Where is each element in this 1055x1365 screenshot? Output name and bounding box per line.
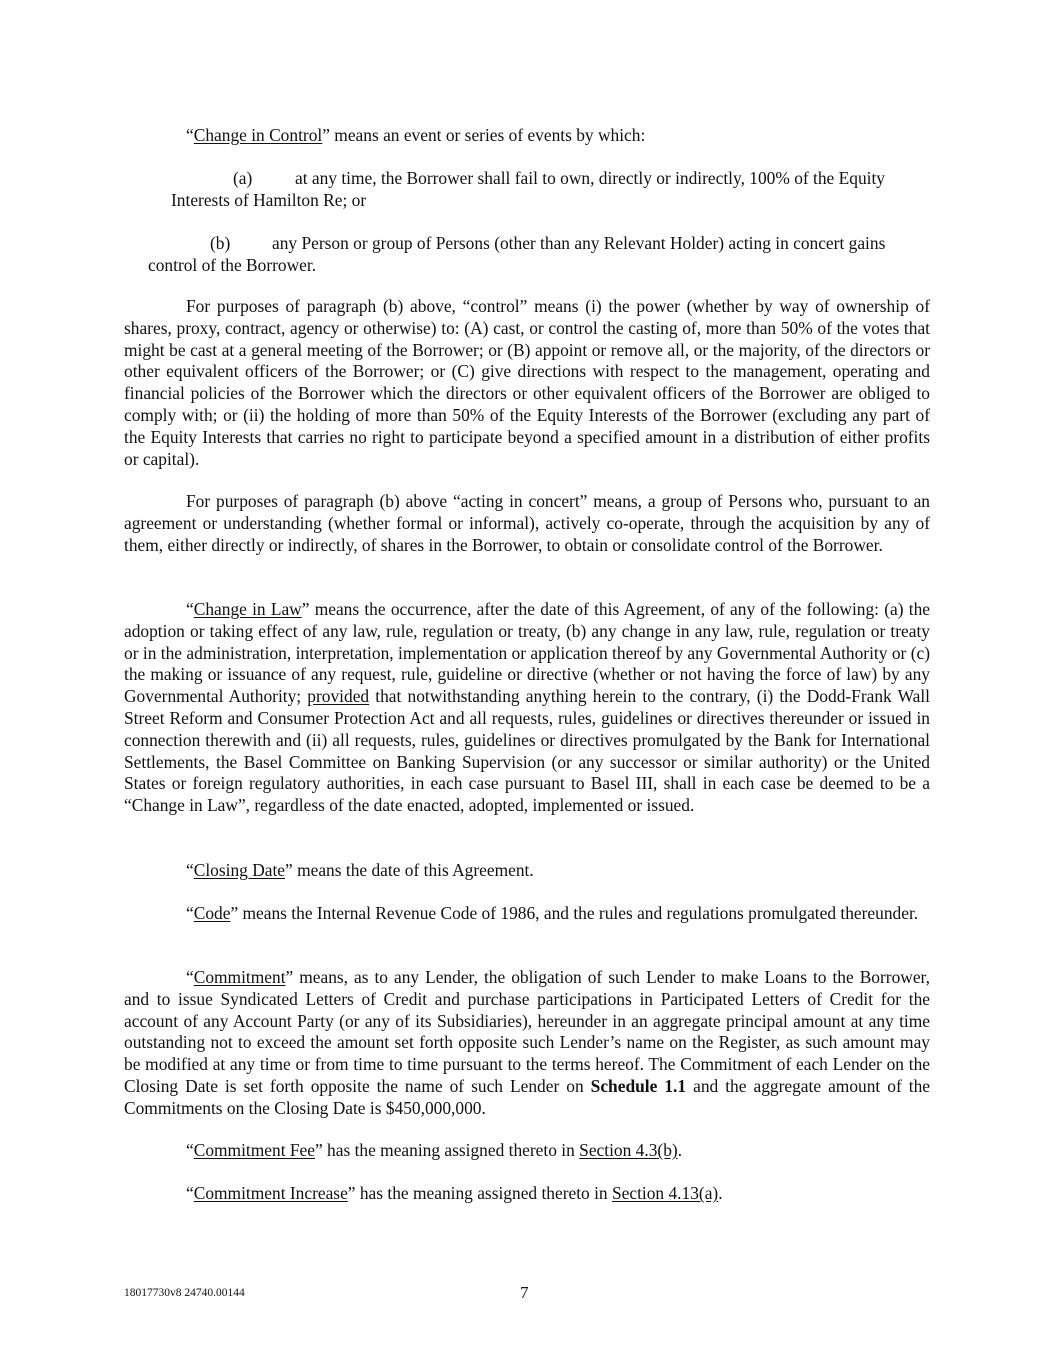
page-number: 7 — [520, 1283, 529, 1302]
provided-term: provided — [307, 686, 370, 707]
section-reference: Section 4.3(b) — [579, 1140, 678, 1160]
paragraph-acting-in-concert: For purposes of paragraph (b) above “acting in concert” means, a group of Persons who, pursuant to an agreement or understanding (whether formal or informal), actively co-operate, through the acquisition by any of them, either directly or indirectly, of shares in the Borrower, to obtain or consolidate control of the Borrower. — [124, 491, 930, 555]
clause-text-line1: at any time, the Borrower shall fail to own, directly or indirectly, 100% of the Equity — [295, 168, 885, 188]
clause-a — [171, 168, 930, 212]
schedule-reference: Schedule 1.1 — [590, 1075, 687, 1096]
definition-code: “Code” means the Internal Revenue Code of 1986, and the rules and regulations promulgated thereunder. — [186, 903, 919, 923]
clause-text-line2: control of the Borrower. — [148, 254, 317, 275]
definition-commitment: “Commitment” means, as to any Lender, the obligation of such Lender to make Loans to the Borrower, and to issue Syndicated Letters of Credit and purchase participations in Participated Letters of Credit for the account of any Account Party (or any of its Subsidiaries), hereunder in an aggregate principal amount at any time outstanding not to exceed the amount set forth opposite such Lender’s name on the Register, as such amount may be modified at any time or from time to time pursuant to the terms hereof. The Commitment of each Lender on the Closing Date is set forth opposite the name of such Lender on Schedule 1.1 and the aggregate amount of the Commitments on the Closing Date is $450,000,000. — [124, 967, 931, 1118]
document-id: 18017730v8 24740.00144 — [124, 1287, 245, 1299]
defined-term: Code — [193, 903, 231, 923]
section-reference: Section 4.13(a) — [611, 1183, 719, 1203]
defined-term: Change in Control — [193, 125, 323, 145]
defined-term: Change in Law — [193, 599, 302, 619]
clause-text-line1: any Person or group of Persons (other than any Relevant Holder) acting in concert gains — [272, 233, 886, 253]
clause-text-line2: Interests of Hamilton Re; or — [171, 189, 367, 210]
definition-commitment-fee: “Commitment Fee” has the meaning assigned thereto in Section 4.3(b). — [186, 1140, 683, 1160]
definition-closing-date: “Closing Date” means the date of this Agreement. — [186, 860, 534, 880]
defined-term: Commitment Fee — [193, 1140, 315, 1160]
defined-term: Commitment — [193, 967, 286, 987]
defined-term: Closing Date — [193, 860, 286, 880]
clause-b — [148, 233, 930, 277]
clause-label: (b) — [210, 233, 231, 253]
defined-term: Commitment Increase — [193, 1183, 348, 1203]
definition-commitment-increase: “Commitment Increase” has the meaning assigned thereto in Section 4.13(a). — [186, 1183, 723, 1203]
clause-label: (a) — [233, 168, 253, 188]
definition-change-in-law: “Change in Law” means the occurrence, after the date of this Agreement, of any of the following: (a) the adoption or taking effect of any law, rule, regulation or treaty, (b) any change in any law, rule, regulation or treaty or in the administration, interpretation, implementation or application thereof by any Governmental Authority or (c) the making or issuance of any request, rule, guideline or directive (whether or not having the force of law) by any Governmental Authority; provided that notwithstanding anything herein to the contrary, (i) the Dodd-Frank Wall Street Reform and Consumer Protection Act and all requests, rules, guidelines or directives thereunder or issued in connection therewith and (ii) all requests, rules, guidelines or directives promulgated by the Bank for International Settlements, the Basel Committee on Banking Supervision (or any successor or similar authority) or the United States or foreign regulatory authorities, in each case pursuant to Basel III, shall in each case be deemed to be a “Change in Law”, regardless of the date enacted, adopted, implemented or issued. — [124, 599, 931, 816]
paragraph-control: For purposes of paragraph (b) above, “control” means (i) the power (whether by way of ownership of shares, proxy, contract, agency or otherwise) to: (A) cast, or control the casting of, more than 50% of the votes that might be cast at a general meeting of the Borrower; or (B) appoint or remove all, or the majority, of the directors or other equivalent officers of the Borrower; or (C) give directions with respect to the management, operating and financial policies of the Borrower which the directors or other equivalent officers of the Borrower are obliged to comply with; or (ii) the holding of more than 50% of the Equity Interests of the Borrower (excluding any part of the Equity Interests that carries no right to participate beyond a specified amount in a distribution of either profits or capital). — [124, 296, 930, 469]
definition-change-in-control: “Change in Control” means an event or series of events by which: — [186, 125, 646, 145]
